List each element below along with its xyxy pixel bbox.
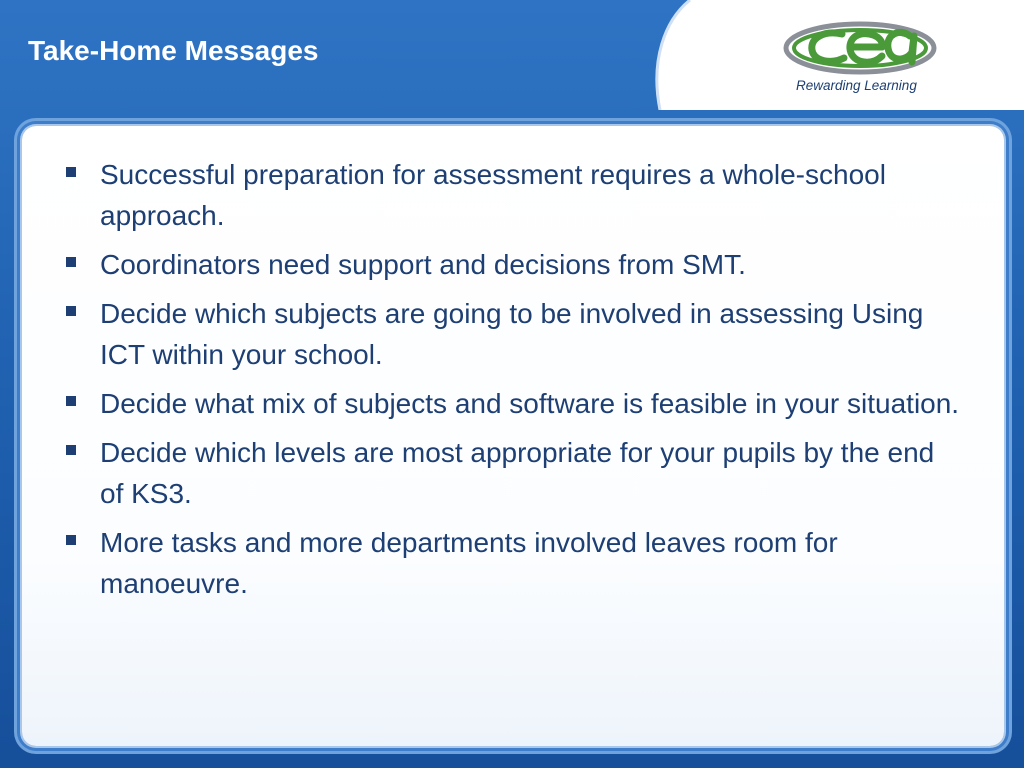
square-bullet-icon <box>66 535 76 545</box>
square-bullet-icon <box>66 396 76 406</box>
bullet-list <box>62 154 962 612</box>
bullet-text: Decide which subjects are going to be involved in assessing Using ICT within your school. <box>100 298 924 370</box>
bullet-item <box>62 432 962 514</box>
bullet-item <box>62 383 962 424</box>
slide-title: Take-Home Messages <box>28 35 319 66</box>
square-bullet-icon <box>66 445 76 455</box>
square-bullet-icon <box>66 167 76 177</box>
bullet-text: Decide which levels are most appropriate for your pupils by the end of KS3. <box>100 437 935 509</box>
bullet-text: More tasks and more departments involved leaves room for manoeuvre. <box>100 527 838 599</box>
logo-tagline: Rewarding Learning <box>796 78 917 93</box>
square-bullet-icon <box>66 306 76 316</box>
bullet-text: Decide what mix of subjects and software is feasible in your situation. <box>100 388 960 419</box>
square-bullet-icon <box>66 257 76 267</box>
bullet-item <box>62 154 962 236</box>
bullet-item <box>62 293 962 375</box>
bullet-item <box>62 522 962 604</box>
bullet-item <box>62 244 962 285</box>
bullet-text: Successful preparation for assessment requires a whole-school approach. <box>100 159 886 231</box>
bullet-text: Coordinators need support and decisions from SMT. <box>100 249 746 280</box>
